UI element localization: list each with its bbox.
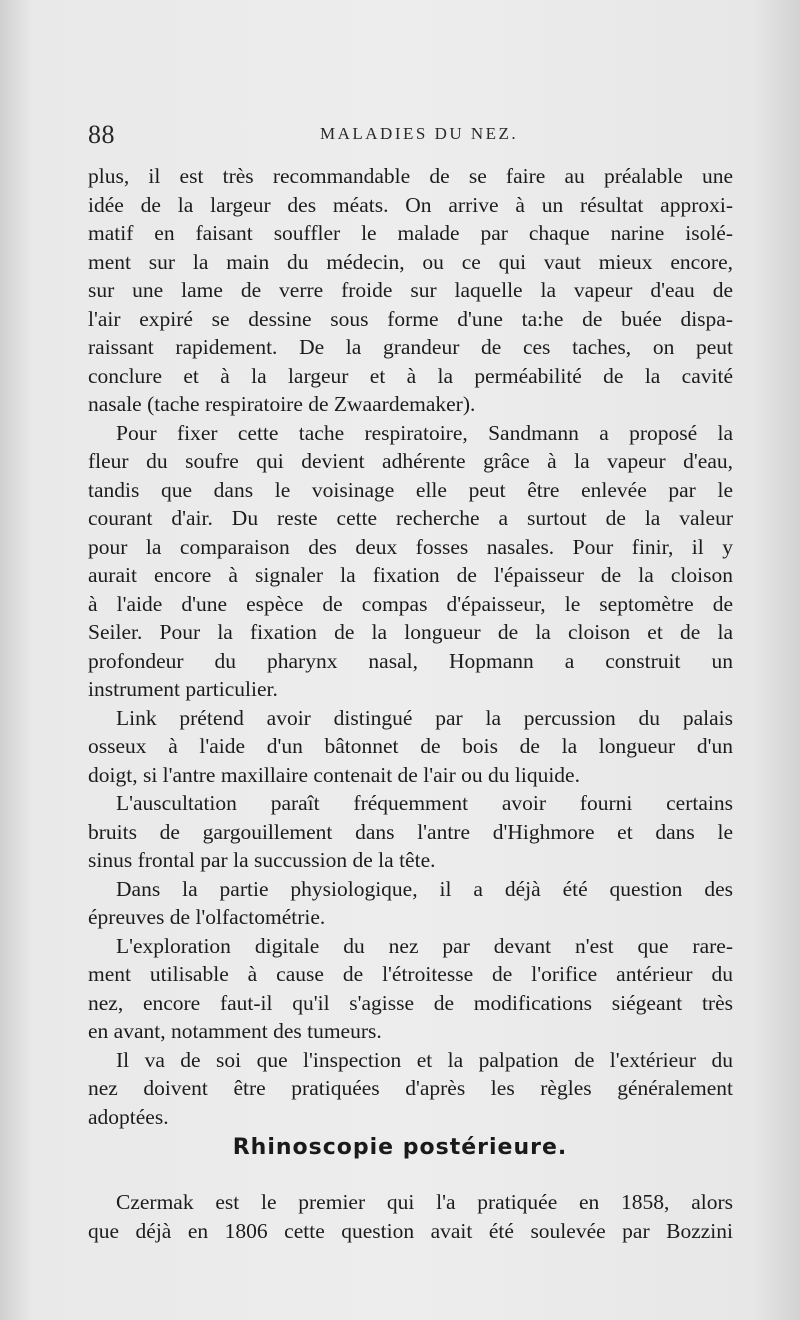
- text-line: nasale (tache respiratoire de Zwaardemaker).: [88, 392, 476, 416]
- text-line: Seiler. Pour la fixation de la longueur de la cloison et de la: [88, 620, 733, 644]
- text-line: doigt, si l'antre maxillaire contenait de l'air ou du liquide.: [88, 762, 580, 787]
- text-line: adoptées.: [88, 1104, 169, 1129]
- text-line: instrument particulier.: [88, 677, 278, 701]
- text-line: l'air expiré se dessine sous forme d'une ta:he de buée dispa-: [88, 306, 733, 331]
- text-line: conclure et à la largeur et à la perméabilité de la cavité: [88, 363, 733, 388]
- running-head: [88, 118, 733, 150]
- section-body-text: [88, 1188, 733, 1246]
- text-line: L'exploration digitale du nez par devant n'est que rare-: [116, 933, 733, 958]
- text-line: bruits de gargouillement dans l'antre d'Highmore et dans le: [88, 819, 733, 844]
- text-line: nez, encore faut-il qu'il s'agisse de modifications siégeant très: [88, 990, 733, 1015]
- text-line: Link prétend avoir distingué par la percussion du palais: [116, 705, 733, 730]
- text-line: osseux à l'aide d'un bâtonnet de bois de la longueur d'un: [88, 734, 733, 758]
- text-line: épreuves de l'olfactométrie.: [88, 905, 326, 929]
- text-line: raissant rapidement. De la grandeur de ces taches, on peut: [88, 335, 733, 359]
- text-line: que déjà en 1806 cette question avait été soulevée par Bozzini: [88, 1219, 733, 1243]
- text-line: pour la comparaison des deux fosses nasales. Pour finir, il y: [88, 534, 733, 559]
- text-line: tandis que dans le voisinage elle peut être enlevée par le: [88, 477, 733, 502]
- text-line: courant d'air. Du reste cette recherche a surtout de la valeur: [88, 506, 733, 530]
- text-line: en avant, notamment des tumeurs.: [88, 1019, 382, 1043]
- text-line: idée de la largeur des méats. On arrive à un résultat approxi-: [88, 192, 733, 217]
- text-line: Dans la partie physiologique, il a déjà été question des: [116, 876, 733, 901]
- text-line: plus, il est très recommandable de se faire au préalable une: [88, 164, 733, 188]
- text-line: ment sur la main du médecin, ou ce qui vaut mieux encore,: [88, 249, 733, 274]
- text-line: ment utilisable à cause de l'étroitesse de l'orifice antérieur du: [88, 962, 733, 986]
- body-text: [88, 162, 733, 1131]
- text-line: L'auscultation paraît fréquemment avoir fourni certains: [116, 791, 733, 815]
- section-heading: Rhinoscopie postérieure.: [232, 1135, 568, 1160]
- text-line: profondeur du pharynx nasal, Hopmann a construit un: [88, 648, 733, 673]
- text-line: matif en faisant souffler le malade par chaque narine isolé-: [88, 221, 733, 245]
- text-line: Il va de soi que l'inspection et la palpation de l'extérieur du: [116, 1047, 733, 1072]
- page-number: 88: [88, 120, 115, 149]
- text-line: fleur du soufre qui devient adhérente grâce à la vapeur d'eau,: [88, 449, 733, 473]
- text-line: à l'aide d'une espèce de compas d'épaisseur, le septomètre de: [88, 591, 733, 616]
- text-line: sinus frontal par la succussion de la tête.: [88, 848, 436, 872]
- text-line: Pour fixer cette tache respiratoire, Sandmann a proposé la: [116, 420, 733, 445]
- text-line: nez doivent être pratiquées d'après les règles généralement: [88, 1076, 733, 1100]
- text-line: sur une lame de verre froide sur laquelle la vapeur d'eau de: [88, 278, 733, 302]
- text-line: aurait encore à signaler la fixation de l'épaisseur de la cloison: [88, 563, 733, 587]
- running-title: MALADIES DU NEZ.: [320, 124, 519, 143]
- text-line: Czermak est le premier qui l'a pratiquée en 1858, alors: [116, 1190, 733, 1214]
